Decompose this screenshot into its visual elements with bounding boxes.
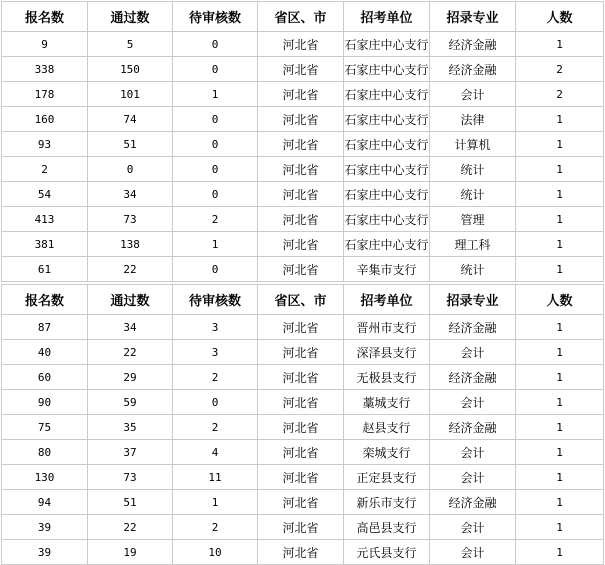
col-header-headcount: 人数 [516,285,604,315]
cell-unit: 高邑县支行 [344,515,430,540]
cell-headcount: 1 [516,232,604,257]
col-header-province: 省区、市 [258,285,344,315]
cell-province: 河北省 [258,32,344,57]
table-row [2,182,604,207]
cell-pending: 0 [173,132,258,157]
cell-headcount: 1 [516,182,604,207]
table-row [2,207,604,232]
table-row [2,515,604,540]
cell-applicants: 178 [2,82,88,107]
cell-unit: 藁城支行 [344,390,430,415]
cell-passed: 22 [88,340,173,365]
cell-unit: 赵县支行 [344,415,430,440]
cell-pending: 0 [173,157,258,182]
cell-applicants: 338 [2,57,88,82]
table-row [2,107,604,132]
cell-pending: 4 [173,440,258,465]
cell-passed: 73 [88,207,173,232]
cell-passed: 138 [88,232,173,257]
cell-headcount: 1 [516,315,604,340]
cell-unit: 石家庄中心支行 [344,132,430,157]
table-row [2,490,604,515]
cell-province: 河北省 [258,132,344,157]
table-row [2,540,604,565]
cell-applicants: 381 [2,232,88,257]
cell-headcount: 1 [516,157,604,182]
cell-pending: 0 [173,32,258,57]
cell-unit: 石家庄中心支行 [344,57,430,82]
cell-applicants: 40 [2,340,88,365]
cell-unit: 石家庄中心支行 [344,82,430,107]
cell-unit: 辛集市支行 [344,257,430,282]
cell-pending: 3 [173,315,258,340]
col-header-applicants: 报名数 [2,285,88,315]
col-header-pending: 待审核数 [173,285,258,315]
cell-pending: 1 [173,490,258,515]
cell-passed: 73 [88,465,173,490]
cell-unit: 栾城支行 [344,440,430,465]
cell-passed: 0 [88,157,173,182]
cell-province: 河北省 [258,540,344,565]
cell-applicants: 413 [2,207,88,232]
col-header-applicants: 报名数 [2,2,88,32]
cell-passed: 34 [88,182,173,207]
cell-pending: 0 [173,390,258,415]
cell-headcount: 1 [516,465,604,490]
col-header-unit: 招考单位 [344,2,430,32]
cell-pending: 0 [173,57,258,82]
table-row [2,32,604,57]
cell-passed: 34 [88,315,173,340]
cell-pending: 2 [173,207,258,232]
cell-unit: 元氏县支行 [344,540,430,565]
cell-headcount: 1 [516,257,604,282]
cell-major: 理工科 [430,232,516,257]
cell-applicants: 75 [2,415,88,440]
cell-applicants: 39 [2,515,88,540]
cell-applicants: 94 [2,490,88,515]
cell-unit: 石家庄中心支行 [344,107,430,132]
cell-pending: 2 [173,365,258,390]
cell-passed: 35 [88,415,173,440]
table-row [2,257,604,282]
cell-major: 统计 [430,182,516,207]
cell-major: 会计 [430,465,516,490]
cell-passed: 51 [88,132,173,157]
cell-headcount: 1 [516,340,604,365]
cell-major: 统计 [430,157,516,182]
cell-province: 河北省 [258,57,344,82]
cell-major: 经济金融 [430,315,516,340]
table-row [2,132,604,157]
cell-headcount: 1 [516,107,604,132]
cell-headcount: 1 [516,132,604,157]
cell-province: 河北省 [258,315,344,340]
cell-major: 管理 [430,207,516,232]
cell-headcount: 1 [516,415,604,440]
table-row [2,365,604,390]
cell-unit: 石家庄中心支行 [344,232,430,257]
cell-applicants: 130 [2,465,88,490]
table-row [2,315,604,340]
cell-headcount: 1 [516,515,604,540]
cell-unit: 正定县支行 [344,465,430,490]
cell-major: 经济金融 [430,365,516,390]
cell-headcount: 1 [516,390,604,415]
cell-unit: 晋州市支行 [344,315,430,340]
cell-province: 河北省 [258,182,344,207]
cell-major: 法律 [430,107,516,132]
cell-province: 河北省 [258,365,344,390]
col-header-major: 招录专业 [430,285,516,315]
cell-applicants: 54 [2,182,88,207]
cell-province: 河北省 [258,465,344,490]
col-header-major: 招录专业 [430,2,516,32]
cell-major: 经济金融 [430,57,516,82]
cell-pending: 0 [173,107,258,132]
cell-headcount: 2 [516,57,604,82]
cell-headcount: 1 [516,490,604,515]
cell-applicants: 2 [2,157,88,182]
cell-pending: 0 [173,182,258,207]
cell-applicants: 87 [2,315,88,340]
col-header-headcount: 人数 [516,2,604,32]
cell-unit: 石家庄中心支行 [344,32,430,57]
cell-unit: 新乐市支行 [344,490,430,515]
cell-applicants: 60 [2,365,88,390]
cell-pending: 10 [173,540,258,565]
cell-passed: 5 [88,32,173,57]
cell-headcount: 1 [516,207,604,232]
cell-passed: 59 [88,390,173,415]
cell-unit: 石家庄中心支行 [344,182,430,207]
cell-major: 统计 [430,257,516,282]
header-row [2,2,604,32]
col-header-passed: 通过数 [88,2,173,32]
recruitment-table-1 [1,1,604,282]
cell-headcount: 1 [516,540,604,565]
col-header-passed: 通过数 [88,285,173,315]
cell-province: 河北省 [258,232,344,257]
cell-passed: 37 [88,440,173,465]
cell-major: 会计 [430,82,516,107]
cell-pending: 3 [173,340,258,365]
cell-pending: 0 [173,257,258,282]
table-row [2,390,604,415]
cell-province: 河北省 [258,390,344,415]
cell-major: 经济金融 [430,32,516,57]
col-header-unit: 招考单位 [344,285,430,315]
table-row [2,465,604,490]
cell-major: 会计 [430,540,516,565]
cell-passed: 150 [88,57,173,82]
cell-applicants: 61 [2,257,88,282]
cell-headcount: 1 [516,440,604,465]
cell-passed: 51 [88,490,173,515]
col-header-province: 省区、市 [258,2,344,32]
table-row [2,340,604,365]
cell-headcount: 1 [516,32,604,57]
cell-passed: 101 [88,82,173,107]
table-row [2,82,604,107]
cell-province: 河北省 [258,440,344,465]
cell-unit: 无极县支行 [344,365,430,390]
cell-province: 河北省 [258,340,344,365]
table-row [2,157,604,182]
cell-major: 计算机 [430,132,516,157]
table-row [2,440,604,465]
cell-major: 会计 [430,515,516,540]
cell-province: 河北省 [258,157,344,182]
cell-province: 河北省 [258,415,344,440]
cell-applicants: 80 [2,440,88,465]
cell-province: 河北省 [258,490,344,515]
cell-pending: 2 [173,515,258,540]
cell-pending: 11 [173,465,258,490]
cell-pending: 1 [173,232,258,257]
table-row [2,57,604,82]
table-row [2,232,604,257]
recruitment-table-2 [1,284,604,565]
cell-passed: 22 [88,257,173,282]
cell-province: 河北省 [258,515,344,540]
cell-headcount: 2 [516,82,604,107]
cell-passed: 22 [88,515,173,540]
header-row [2,285,604,315]
cell-province: 河北省 [258,107,344,132]
table-row [2,415,604,440]
cell-major: 经济金融 [430,490,516,515]
cell-headcount: 1 [516,365,604,390]
cell-province: 河北省 [258,257,344,282]
cell-province: 河北省 [258,82,344,107]
cell-major: 会计 [430,340,516,365]
cell-passed: 19 [88,540,173,565]
cell-pending: 2 [173,415,258,440]
cell-major: 会计 [430,390,516,415]
col-header-pending: 待审核数 [173,2,258,32]
cell-major: 会计 [430,440,516,465]
cell-passed: 74 [88,107,173,132]
cell-applicants: 93 [2,132,88,157]
cell-major: 经济金融 [430,415,516,440]
cell-unit: 石家庄中心支行 [344,207,430,232]
cell-applicants: 90 [2,390,88,415]
cell-applicants: 160 [2,107,88,132]
cell-unit: 石家庄中心支行 [344,157,430,182]
cell-unit: 深泽县支行 [344,340,430,365]
cell-applicants: 9 [2,32,88,57]
cell-passed: 29 [88,365,173,390]
cell-province: 河北省 [258,207,344,232]
cell-pending: 1 [173,82,258,107]
cell-applicants: 39 [2,540,88,565]
